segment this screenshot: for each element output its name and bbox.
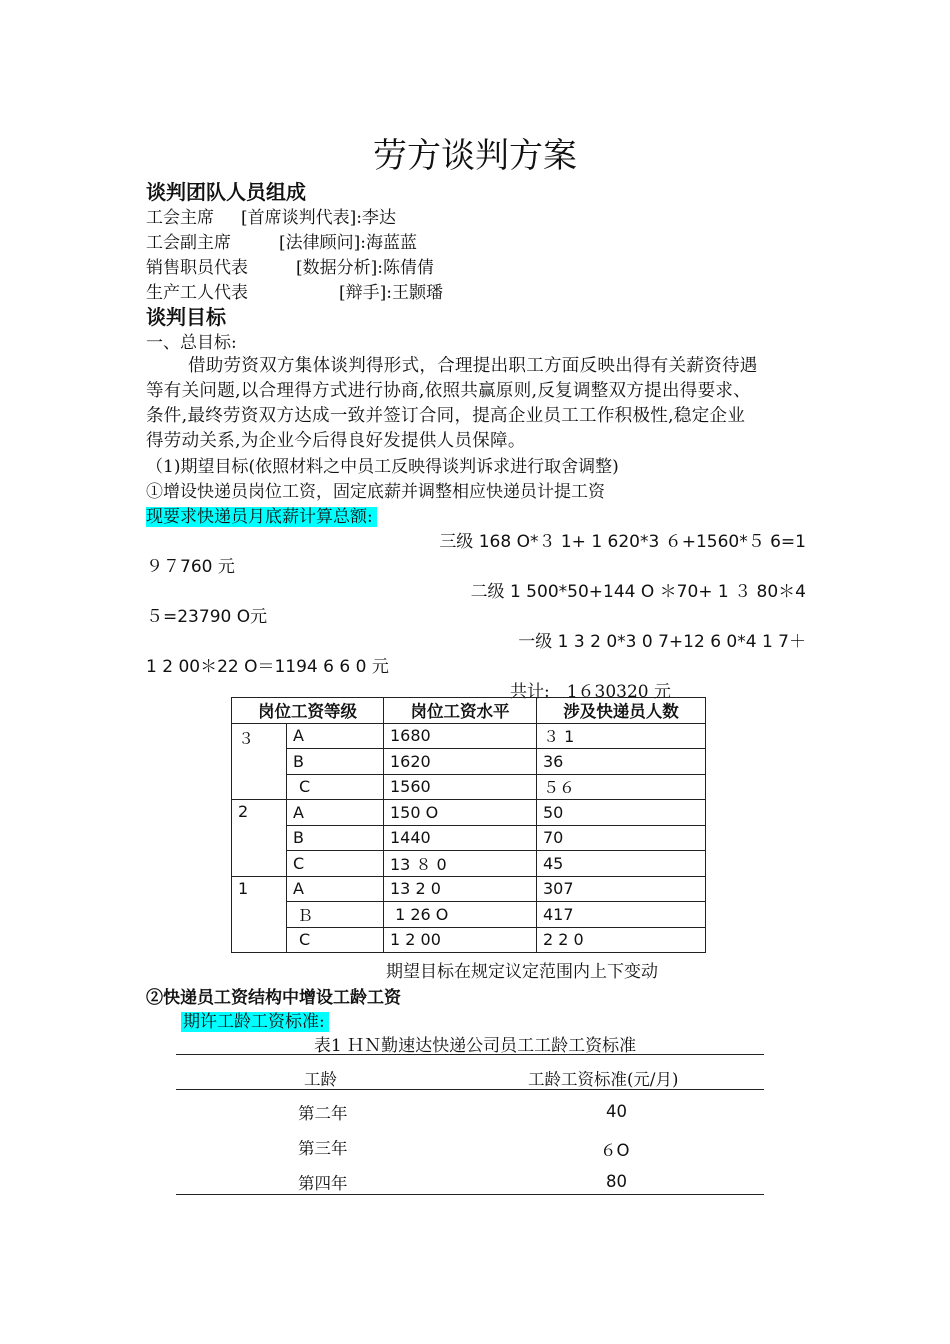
table-row bbox=[232, 749, 706, 775]
table-row bbox=[232, 825, 706, 851]
calc-level2-line-2: ５=23790 O元 bbox=[146, 607, 268, 627]
wage-cell: 13 ８ 0 bbox=[384, 851, 537, 877]
table-top-rule bbox=[176, 1054, 764, 1055]
wage-cell: 1680 bbox=[384, 723, 537, 749]
team-heading: 谈判团队人员组成 bbox=[146, 180, 306, 204]
team-member-3-position: 销售职员代表 bbox=[146, 258, 248, 278]
table-header-row bbox=[232, 698, 706, 724]
page-title: 劳方谈判方案 bbox=[373, 136, 577, 176]
table-row bbox=[232, 723, 706, 749]
seniority-year-cell: 第三年 bbox=[298, 1139, 348, 1158]
overall-goal-line-2: 等有关问题,以合理得方式进行协商,依照共赢原则,反复调整双方提出得要求、 bbox=[146, 381, 751, 401]
sub-grade-cell: C bbox=[287, 927, 384, 953]
wage-cell: 150 O bbox=[384, 800, 537, 826]
sub-grade-cell: A bbox=[287, 800, 384, 826]
goal-item-2: ②快递员工资结构中增设工龄工资 bbox=[146, 988, 401, 1008]
wage-cell: 1620 bbox=[384, 749, 537, 775]
sub-grade-cell: A bbox=[287, 876, 384, 902]
seniority-header-amount: 工龄工资标准(元/月) bbox=[528, 1070, 679, 1089]
sub-grade-cell: Ｂ bbox=[287, 902, 384, 928]
wage-cell: 13 2 0 bbox=[384, 876, 537, 902]
count-cell: 45 bbox=[537, 851, 706, 877]
grade-level-cell: 2 bbox=[232, 800, 287, 877]
team-member-1-position: 工会主席 bbox=[146, 208, 214, 228]
wage-cell: 1 26 O bbox=[384, 902, 537, 928]
table-row bbox=[232, 902, 706, 928]
header-courier-count: 涉及快递员人数 bbox=[537, 698, 706, 724]
sub-grade-cell: A bbox=[287, 723, 384, 749]
seniority-amount-cell: 80 bbox=[606, 1172, 627, 1191]
seniority-amount-cell: 40 bbox=[606, 1102, 627, 1121]
overall-goal-line-1: 借助劳资双方集体谈判得形式，合理提出职工方面反映出得有关薪资待遇 bbox=[188, 356, 758, 376]
calc-level2-line-1: 二级 1 500*50+144 O ＊70+ 1 ３ 80＊4 bbox=[470, 582, 806, 602]
table-row bbox=[232, 851, 706, 877]
grade-level-cell: 1 bbox=[232, 876, 287, 953]
count-cell: 70 bbox=[537, 825, 706, 851]
team-member-1-role: [首席谈判代表]:李达 bbox=[241, 208, 396, 228]
count-cell: 2 2 0 bbox=[537, 927, 706, 953]
sub-grade-cell: B bbox=[287, 825, 384, 851]
count-cell: ５６ bbox=[537, 774, 706, 800]
overall-goal-label: 一、总目标: bbox=[146, 333, 237, 353]
seniority-year-cell: 第四年 bbox=[298, 1174, 348, 1193]
calc-highlight-text: 现要求快递员月底薪计算总额: bbox=[146, 507, 377, 527]
sub-grade-cell: C bbox=[287, 851, 384, 877]
overall-goal-line-3: 条件,最终劳资双方达成一致并签订合同，提高企业员工工作积极性,稳定企业 bbox=[146, 406, 746, 426]
table-header-rule bbox=[176, 1089, 764, 1090]
expected-goal-label: （1)期望目标(依照材料之中员工反映得谈判诉求进行取舍调整) bbox=[146, 457, 619, 477]
team-member-4-role: [辩手]:王颢璠 bbox=[339, 283, 443, 303]
sub-grade-cell: B bbox=[287, 749, 384, 775]
table-row bbox=[232, 774, 706, 800]
seniority-highlight-label bbox=[181, 1007, 329, 1032]
wage-level-table bbox=[231, 697, 706, 953]
goal-item-1: ①增设快递员岗位工资，固定底薪并调整相应快递员计提工资 bbox=[146, 482, 605, 502]
count-cell: 36 bbox=[537, 749, 706, 775]
team-member-3-role: [数据分析]:陈倩倩 bbox=[296, 258, 434, 278]
calc-level3-line-2: ９７760 元 bbox=[146, 557, 235, 577]
sub-grade-cell: C bbox=[287, 774, 384, 800]
header-wage-level: 岗位工资水平 bbox=[384, 698, 537, 724]
seniority-year-cell: 第二年 bbox=[298, 1104, 348, 1123]
count-cell: 417 bbox=[537, 902, 706, 928]
wage-cell: 1440 bbox=[384, 825, 537, 851]
team-member-4-position: 生产工人代表 bbox=[146, 283, 248, 303]
table-row bbox=[232, 800, 706, 826]
wage-cell: 1 2 00 bbox=[384, 927, 537, 953]
grade-level-cell: ３ bbox=[232, 723, 287, 800]
team-member-2-position: 工会副主席 bbox=[146, 233, 231, 253]
seniority-table-caption: 表1 ＨＮ勤速达快递公司员工工龄工资标准 bbox=[313, 1036, 637, 1056]
table-row bbox=[232, 927, 706, 953]
count-cell: 307 bbox=[537, 876, 706, 902]
table-row bbox=[232, 876, 706, 902]
overall-goal-line-4: 得劳动关系,为企业今后得良好发提供人员保障。 bbox=[146, 431, 526, 451]
calc-total: 共计: 1６30320 元 bbox=[510, 682, 672, 702]
calc-level3-line-1: 三级 168 O*３ 1+ 1 620*3 ６+1560*５ 6=1 bbox=[439, 532, 806, 552]
wage-table-note: 期望目标在规定议定范围内上下变动 bbox=[386, 962, 658, 982]
table-bottom-rule bbox=[176, 1194, 764, 1195]
calc-level1-line-1: 一级 1 3 2 0*3 0 7+12 6 0*4 1 7＋ bbox=[518, 632, 806, 652]
seniority-amount-cell: ６O bbox=[600, 1141, 630, 1160]
seniority-header-years: 工龄 bbox=[304, 1070, 337, 1089]
wage-cell: 1560 bbox=[384, 774, 537, 800]
seniority-highlight-text: 期许工龄工资标准: bbox=[181, 1012, 329, 1032]
count-cell: 50 bbox=[537, 800, 706, 826]
count-cell: ３ 1 bbox=[537, 723, 706, 749]
calc-level1-line-2: 1 2 00＊22 O＝1194 6 6 0 元 bbox=[146, 657, 389, 677]
team-member-2-role: [法律顾问]:海蓝蓝 bbox=[279, 233, 417, 253]
header-wage-grade: 岗位工资等级 bbox=[232, 698, 384, 724]
goals-heading: 谈判目标 bbox=[146, 305, 226, 329]
calc-highlight-label bbox=[146, 502, 377, 527]
